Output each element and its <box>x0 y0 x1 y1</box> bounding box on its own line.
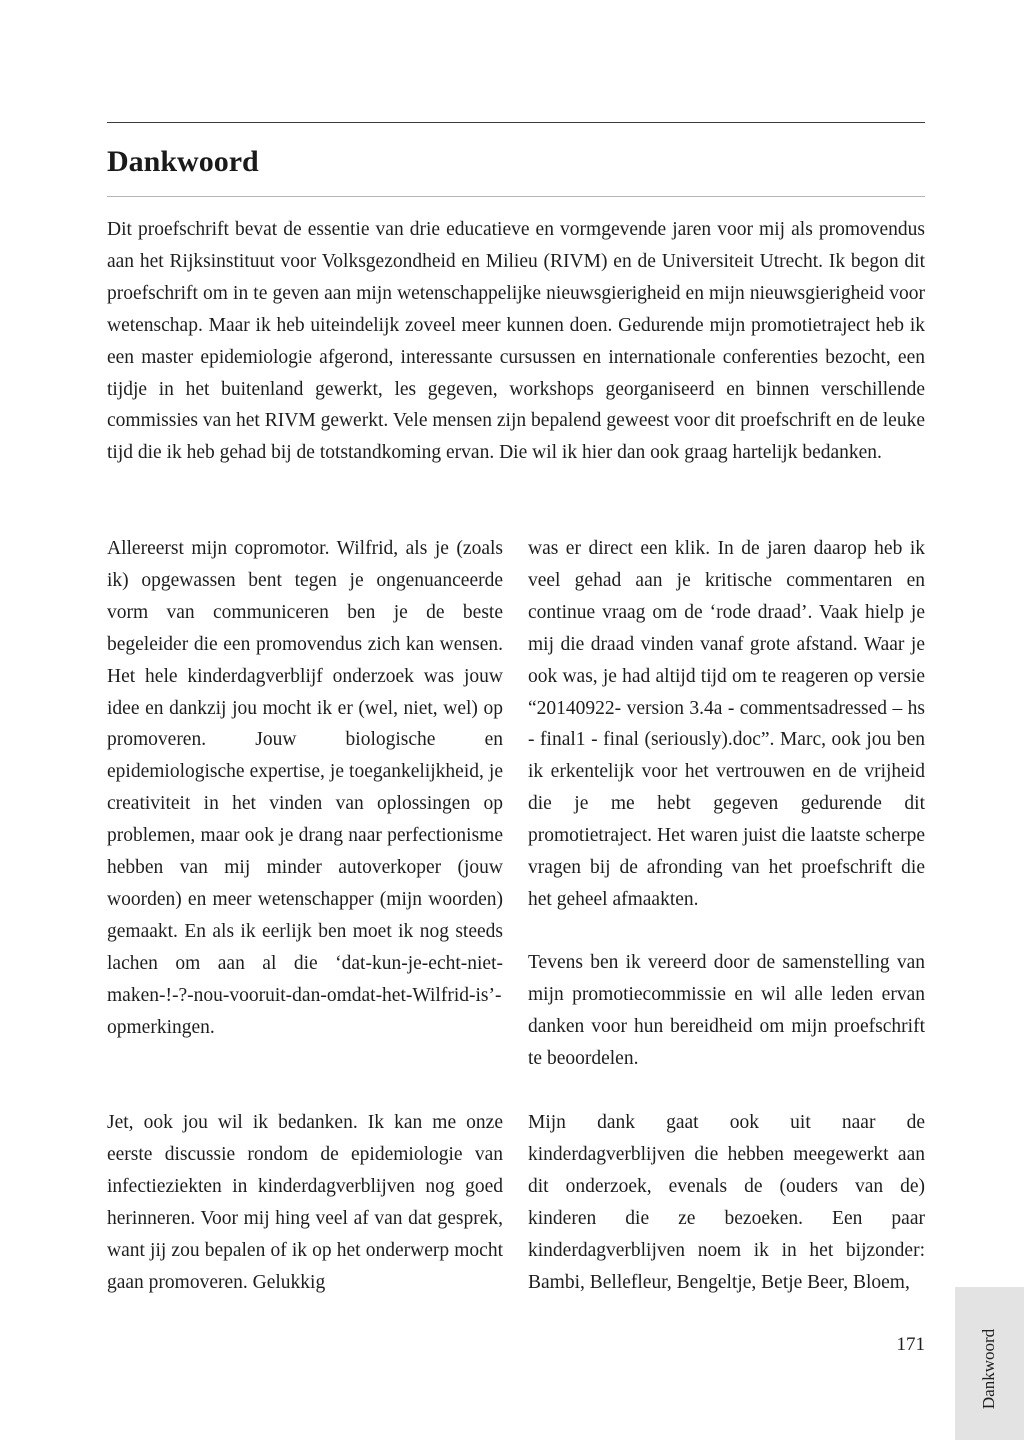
left-column-paragraph-1: Allereerst mijn copromotor. Wilfrid, als je (zoals ik) opgewassen bent tegen je ongenuanceerde vorm van communiceren ben je de beste begeleider die een promovendus zich kan wensen. Het hele kinderdagverblijf onderzoek was jouw idee en dankzij jou mocht ik er (wel, niet, wel) op promoveren. Jouw biologische en epidemiologische expertise, je toegankelijkheid, je creativiteit in het vinden van oplossingen op problemen, maar ook je drang naar perfectionisme hebben van mij minder autoverkoper (jouw woorden) en meer wetenschapper (mijn woorden) gemaakt. En als ik eerlijk ben moet ik nog steeds lachen om aan al die ‘dat-kun-je-echt-niet-maken-!-?-nou-vooruit-dan-omdat-het-Wilfrid-is’-opmerkingen. <box>107 538 503 1038</box>
heading-bottom-rule <box>107 196 925 197</box>
chapter-side-tab <box>955 1287 1024 1440</box>
intro-paragraph: Dit proefschrift bevat de essentie van drie educatieve en vormgevende jaren voor mij als promovendus aan het Rijksinstituut voor Volksgezondheid en Milieu (RIVM) en de Universiteit Utrecht. Ik begon dit proefschrift om in te geven aan mijn wetenschappelijke nieuwsgierigheid en mijn nieuwsgierigheid voor wetenschap. Maar ik heb uiteindelijk zoveel meer kunnen doen. Gedurende mijn promotietraject heb ik een master epidemiologie afgerond, interessante cursussen en internationale conferenties bezocht, een tijdje in het buitenland gewerkt, les gegeven, workshops georganiseerd en binnen verschillende commissies van het RIVM gewerkt. Vele mensen zijn bepalend geweest voor dit proefschrift en de leuke tijd die ik heb gehad bij de totstandkoming ervan. Die wil ik hier dan ook graag hartelijk bedanken. <box>107 219 925 464</box>
chapter-side-tab-label: Dankwoord <box>979 1328 998 1410</box>
heading-top-rule <box>107 122 925 123</box>
page-title: Dankwoord <box>107 145 259 178</box>
right-column-paragraph-3: Mijn dank gaat ook uit naar de kinderdagverblijven die hebben meegewerkt aan dit onderzoek, evenals de (ouders van de) kinderen die ze bezoeken. Een paar kinderdagverblijven noem ik in het bijzonder: Bambi, Bellefleur, Bengeltje, Betje Beer, Bloem, <box>528 1112 925 1293</box>
page-number: 171 <box>896 1334 925 1355</box>
right-column-paragraph-1: was er direct een klik. In de jaren daarop heb ik veel gehad aan je kritische commentaren en continue vraag om de ‘rode draad’. Vaak hielp je mij die draad vinden vanaf grote afstand. Waar je ook was, je had altijd tijd om te reageren op versie “20140922- version 3.4a - commentsadressed – hs - final1 - final (seriously).doc”. Marc, ook jou ben ik erkentelijk voor het vertrouwen en de vrijheid die je me hebt gegeven gedurende dit promotietraject. Het waren juist die laatste scherpe vragen bij de afronding van het proefschrift die het geheel afmaakten. <box>528 538 925 910</box>
left-column-paragraph-2: Jet, ook jou wil ik bedanken. Ik kan me onze eerste discussie rondom de epidemiologie van infectieziekten in kinderdagverblijven nog goed herinneren. Voor mij hing veel af van dat gesprek, want jij zou bepalen of ik op het onderwerp mocht gaan promoveren. Gelukkig <box>107 1112 503 1293</box>
right-column-paragraph-2: Tevens ben ik vereerd door de samenstelling van mijn promotiecommissie en wil alle leden ervan danken voor hun bereidheid om mijn proefschrift te beoordelen. <box>528 952 925 1069</box>
